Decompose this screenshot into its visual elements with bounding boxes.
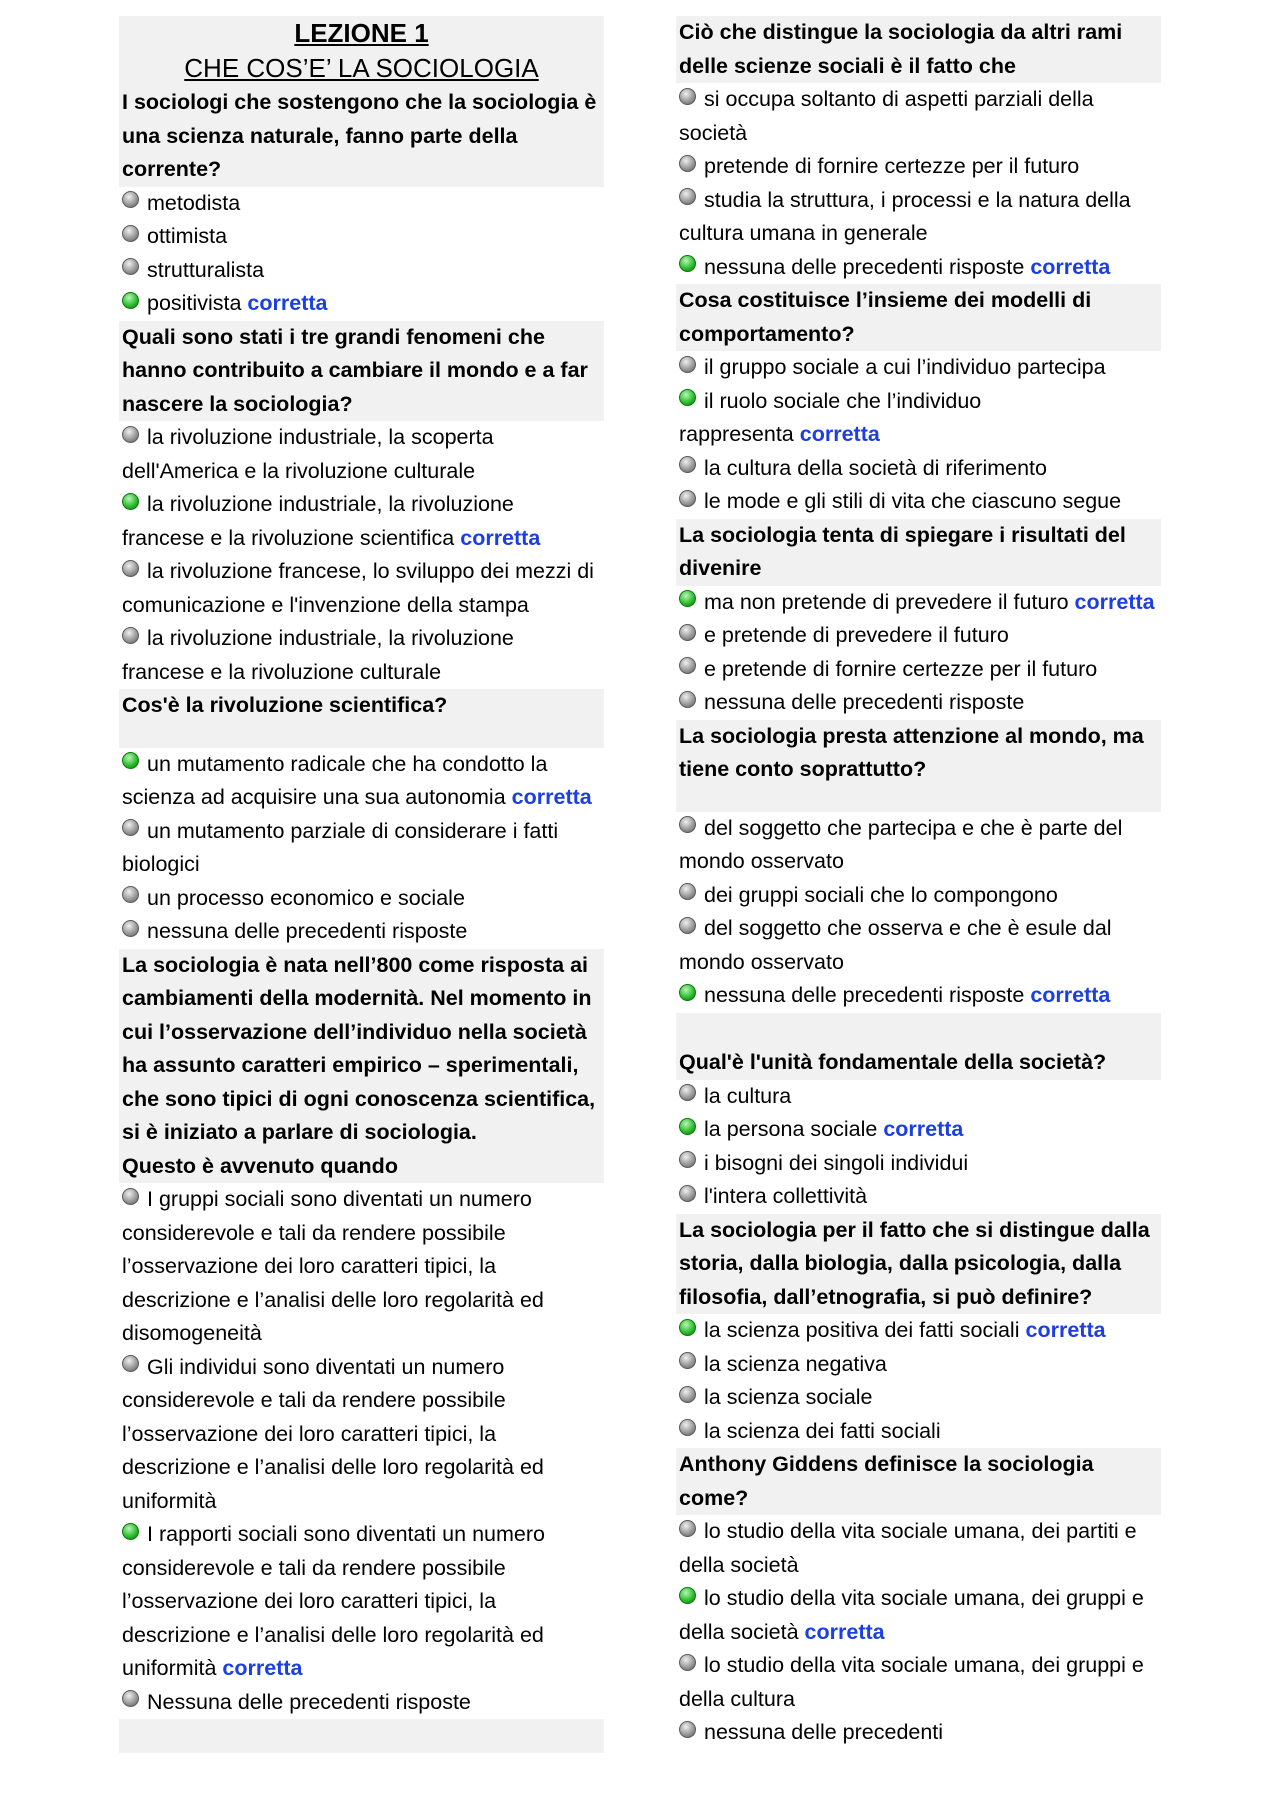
option-bullet-icon [679, 88, 696, 105]
question-text: si è iniziato a parlare di sociologia. [122, 1120, 477, 1144]
question-block [676, 16, 1161, 83]
answer-option-correct [676, 251, 1161, 285]
answer-text: I gruppi sociali sono diventati un numero [147, 1187, 532, 1211]
answer-text: lo studio della vita sociale umana, dei partiti e [704, 1519, 1137, 1543]
answer-option-correct [676, 1314, 1161, 1348]
answer-option [676, 452, 1161, 486]
correct-bullet-icon [679, 984, 696, 1001]
right-column [676, 16, 1161, 1750]
answer-text: un processo economico e sociale [147, 885, 465, 910]
answer-option [676, 1348, 1161, 1382]
answer-text: nessuna delle precedenti risposte [704, 254, 1025, 279]
answer-text: dei gruppi sociali che lo compongono [704, 882, 1058, 907]
answer-text: della cultura [679, 1686, 795, 1711]
answer-option [676, 1515, 1161, 1582]
question-text: che sono tipici di ogni conoscenza scientifica, [122, 1086, 596, 1111]
correct-bullet-icon [122, 1523, 139, 1540]
answer-option [119, 187, 604, 221]
option-bullet-icon [679, 1151, 696, 1168]
answer-text: l’osservazione dei loro caratteri tipici, la [122, 1254, 497, 1278]
answer-text: le mode e gli stili di vita che ciascuno segue [704, 489, 1122, 513]
answer-option-correct [676, 586, 1161, 620]
option-bullet-icon [122, 920, 139, 937]
answer-option-correct [676, 979, 1161, 1013]
answer-text: la scienza negativa [704, 1351, 887, 1376]
option-bullet-icon [679, 188, 696, 205]
question-text: filosofia, dall’etnografia, si può definire? [679, 1284, 1093, 1309]
answer-text: la scienza dei fatti sociali [704, 1418, 941, 1443]
question-text: corrente? [122, 157, 222, 181]
answer-text: considerevole e tali da rendere possibile [122, 1555, 506, 1580]
answer-option [676, 879, 1161, 913]
question-text: Cosa costituisce l’insieme dei modelli di [679, 288, 1092, 312]
correct-label: corretta [247, 291, 328, 315]
correct-bullet-icon [122, 292, 139, 309]
question-text: comportamento? [679, 321, 855, 346]
answer-option [676, 485, 1161, 519]
option-bullet-icon [122, 426, 139, 443]
answer-option [676, 351, 1161, 385]
question-block [676, 1448, 1161, 1515]
answer-text: mondo osservato [679, 849, 844, 873]
answer-option [119, 1351, 604, 1519]
correct-label: corretta [1025, 1318, 1106, 1342]
answer-text: considerevole e tali da rendere possibile [122, 1220, 506, 1245]
answer-option-correct [119, 1518, 604, 1686]
correct-label: corretta [1030, 254, 1111, 279]
option-bullet-icon [679, 1185, 696, 1202]
question-block [676, 284, 1161, 351]
answer-text: ottimista [147, 224, 228, 248]
correct-label: corretta [460, 525, 541, 550]
answer-text: il gruppo sociale a cui l’individuo partecipa [704, 355, 1106, 379]
option-bullet-icon [122, 1690, 139, 1707]
question-text: Cos'è la rivoluzione scientifica? [122, 693, 448, 717]
answer-option [119, 220, 604, 254]
answer-option [676, 653, 1161, 687]
answer-text: positivista [147, 291, 242, 315]
answer-text: Gli individui sono diventati un numero [147, 1354, 505, 1379]
option-bullet-icon [679, 1721, 696, 1738]
answer-option [676, 1415, 1161, 1449]
question-text: come? [679, 1485, 749, 1510]
answer-text: francese e la rivoluzione scientifica [122, 525, 455, 550]
correct-bullet-icon [679, 1118, 696, 1135]
option-bullet-icon [122, 1355, 139, 1372]
answer-text: rappresenta [679, 422, 794, 446]
question-text: La sociologia presta attenzione al mondo, ma [679, 723, 1144, 748]
answer-text: della società [679, 1619, 799, 1644]
answer-text: dell'America e la rivoluzione culturale [122, 458, 476, 483]
answer-option-correct [119, 287, 604, 321]
answer-text: strutturalista [147, 257, 265, 282]
correct-bullet-icon [122, 752, 139, 769]
answer-option [676, 912, 1161, 979]
question-text: nascere la sociologia? [122, 391, 353, 416]
answer-option [676, 686, 1161, 720]
option-bullet-icon [679, 883, 696, 900]
answer-text: del soggetto che partecipa e che è parte del [704, 815, 1123, 840]
option-bullet-icon [679, 1352, 696, 1369]
answer-option [676, 1180, 1161, 1214]
option-bullet-icon [122, 627, 139, 644]
option-bullet-icon [122, 258, 139, 275]
empty-shaded-row [119, 1719, 604, 1753]
option-bullet-icon [679, 691, 696, 708]
answer-text: un mutamento radicale che ha condotto la [147, 751, 548, 776]
question-block [676, 1013, 1161, 1080]
answer-text: società [679, 120, 748, 145]
option-bullet-icon [679, 456, 696, 473]
option-bullet-icon [679, 657, 696, 674]
option-bullet-icon [679, 1084, 696, 1101]
answer-text: e pretende di prevedere il futuro [704, 623, 1009, 647]
answer-text: della società [679, 1552, 799, 1577]
question-text: cui l’osservazione dell’individuo nella società [122, 1019, 587, 1044]
answer-option-correct [676, 1582, 1161, 1649]
answer-text: la rivoluzione industriale, la rivoluzione [147, 492, 514, 516]
answer-text: la persona sociale [704, 1117, 878, 1141]
answer-option [676, 1147, 1161, 1181]
answer-text: nessuna delle precedenti risposte [704, 690, 1025, 714]
question-block [119, 949, 604, 1184]
answer-text: francese e la rivoluzione culturale [122, 659, 442, 684]
correct-bullet-icon [679, 1319, 696, 1336]
question-text: ha assunto caratteri empirico – sperimentali, [122, 1053, 579, 1077]
option-bullet-icon [122, 225, 139, 242]
question-text: Anthony Giddens definisce la sociologia [679, 1452, 1094, 1476]
answer-text: i bisogni dei singoli individui [704, 1150, 969, 1175]
answer-text: cultura umana in generale [679, 221, 928, 245]
answer-text: considerevole e tali da rendere possibile [122, 1388, 506, 1412]
answer-text: si occupa soltanto di aspetti parziali della [704, 87, 1094, 111]
correct-bullet-icon [679, 590, 696, 607]
answer-option [676, 1716, 1161, 1750]
answer-text: nessuna delle precedenti risposte [147, 919, 468, 943]
question-text: Questo è avvenuto quando [122, 1153, 398, 1178]
answer-option-correct [676, 1113, 1161, 1147]
question-text: La sociologia tenta di spiegare i risultati del [679, 522, 1126, 547]
option-bullet-icon [679, 917, 696, 934]
question-text: una scienza naturale, fanno parte della [122, 123, 518, 148]
question-text: La sociologia è nata nell’800 come risposta ai [122, 952, 589, 977]
option-bullet-icon [122, 191, 139, 208]
question-text: storia, dalla biologia, dalla psicologia, dalla [679, 1251, 1122, 1275]
answer-option [676, 1080, 1161, 1114]
question-text: Quali sono stati i tre grandi fenomeni che [122, 324, 545, 349]
question-text: Qual'è l'unità fondamentale della società? [679, 1050, 1107, 1074]
answer-text: biologici [122, 852, 200, 876]
answer-text: la cultura [704, 1083, 792, 1108]
question-block [676, 1214, 1161, 1315]
correct-label: corretta [799, 422, 880, 446]
correct-label: corretta [511, 785, 592, 809]
answer-text: scienza ad acquisire una sua autonomia [122, 785, 506, 809]
answer-text: descrizione e l’analisi delle loro regolarità ed [122, 1287, 544, 1312]
answer-option [676, 184, 1161, 251]
answer-text: la cultura della società di riferimento [704, 455, 1047, 480]
answer-text: la scienza positiva dei fatti sociali [704, 1318, 1020, 1342]
answer-text: mondo osservato [679, 949, 844, 974]
question-block [119, 321, 604, 422]
question-block [676, 720, 1161, 812]
answer-option [119, 421, 604, 488]
answer-text: la scienza sociale [704, 1385, 873, 1409]
lesson-header [119, 16, 604, 86]
question-block [676, 519, 1161, 586]
answer-text: Nessuna delle precedenti risposte [147, 1689, 471, 1714]
answer-text: la rivoluzione industriale, la scoperta [147, 425, 494, 449]
answer-text: la rivoluzione industriale, la rivoluzione [147, 626, 514, 650]
question-text: cambiamenti della modernità. Nel momento in [122, 986, 592, 1010]
lesson-label: LEZIONE 1 [294, 18, 429, 48]
correct-bullet-icon [679, 255, 696, 272]
answer-option [119, 555, 604, 622]
answer-text: l’osservazione dei loro caratteri tipici, la [122, 1421, 497, 1446]
question-text: Ciò che distingue la sociologia da altri rami [679, 20, 1123, 44]
answer-text: lo studio della vita sociale umana, dei gruppi e [704, 1586, 1144, 1610]
answer-text: lo studio della vita sociale umana, dei gruppi e [704, 1653, 1144, 1677]
option-bullet-icon [679, 1654, 696, 1671]
correct-label: corretta [1074, 589, 1155, 614]
question-block [119, 689, 604, 748]
answer-text: uniformità [122, 1488, 217, 1513]
answer-text: disomogeneità [122, 1321, 262, 1345]
answer-text: descrizione e l’analisi delle loro regolarità ed [122, 1455, 544, 1479]
answer-text: I rapporti sociali sono diventati un numero [147, 1522, 545, 1546]
answer-text: la rivoluzione francese, lo sviluppo dei mezzi di [147, 559, 594, 583]
answer-option-correct [676, 385, 1161, 452]
answer-text: il ruolo sociale che l’individuo [704, 388, 982, 413]
correct-label: corretta [804, 1619, 885, 1644]
answer-option [119, 882, 604, 916]
correct-bullet-icon [122, 493, 139, 510]
answer-text: nessuna delle precedenti risposte [704, 983, 1025, 1007]
answer-option-correct [119, 748, 604, 815]
option-bullet-icon [679, 1520, 696, 1537]
option-bullet-icon [679, 624, 696, 641]
answer-option [676, 812, 1161, 879]
answer-text: studia la struttura, i processi e la natura della [704, 187, 1131, 212]
answer-option [676, 1381, 1161, 1415]
option-bullet-icon [122, 1188, 139, 1205]
answer-text: e pretende di fornire certezze per il futuro [704, 656, 1098, 681]
correct-label: corretta [883, 1117, 964, 1141]
answer-text: ma non pretende di prevedere il futuro [704, 589, 1069, 614]
answer-option [119, 915, 604, 949]
answer-text: del soggetto che osserva e che è esule dal [704, 916, 1112, 940]
option-bullet-icon [679, 1419, 696, 1436]
option-bullet-icon [679, 356, 696, 373]
answer-option [119, 254, 604, 288]
answer-text: pretende di fornire certezze per il futuro [704, 154, 1080, 178]
option-bullet-icon [679, 816, 696, 833]
option-bullet-icon [122, 560, 139, 577]
answer-option-correct [119, 488, 604, 555]
answer-text: nessuna delle precedenti [704, 1720, 944, 1744]
answer-option [676, 150, 1161, 184]
answer-option [676, 1649, 1161, 1716]
answer-text: un mutamento parziale di considerare i fatti [147, 818, 559, 843]
answer-text: l'intera collettività [704, 1184, 868, 1208]
answer-text: descrizione e l’analisi delle loro regolarità ed [122, 1622, 544, 1647]
answer-option [119, 1183, 604, 1351]
page-title: CHE COS’E’ LA SOCIOLOGIA [184, 53, 539, 83]
question-text: I sociologi che sostengono che la sociologia è [122, 90, 597, 114]
question-text: La sociologia per il fatto che si distingue dalla [679, 1217, 1150, 1242]
answer-option [119, 1686, 604, 1720]
question-text: hanno contribuito a cambiare il mondo e a far [122, 358, 588, 382]
left-column [119, 16, 604, 1753]
option-bullet-icon [122, 886, 139, 903]
question-block [119, 86, 604, 187]
answer-option [119, 622, 604, 689]
correct-bullet-icon [679, 1587, 696, 1604]
question-text: delle scienze sociali è il fatto che [679, 53, 1016, 78]
answer-text: l’osservazione dei loro caratteri tipici, la [122, 1589, 497, 1613]
option-bullet-icon [679, 1386, 696, 1403]
question-text: tiene conto soprattutto? [679, 757, 927, 781]
answer-text: metodista [147, 190, 241, 215]
option-bullet-icon [679, 490, 696, 507]
answer-text: comunicazione e l'invenzione della stampa [122, 592, 529, 617]
correct-bullet-icon [679, 389, 696, 406]
answer-option [676, 619, 1161, 653]
option-bullet-icon [679, 155, 696, 172]
answer-option [676, 83, 1161, 150]
answer-text: uniformità [122, 1656, 217, 1680]
answer-option [119, 815, 604, 882]
question-text: divenire [679, 556, 762, 580]
correct-label: corretta [1030, 983, 1111, 1007]
option-bullet-icon [122, 819, 139, 836]
correct-label: corretta [222, 1656, 303, 1680]
